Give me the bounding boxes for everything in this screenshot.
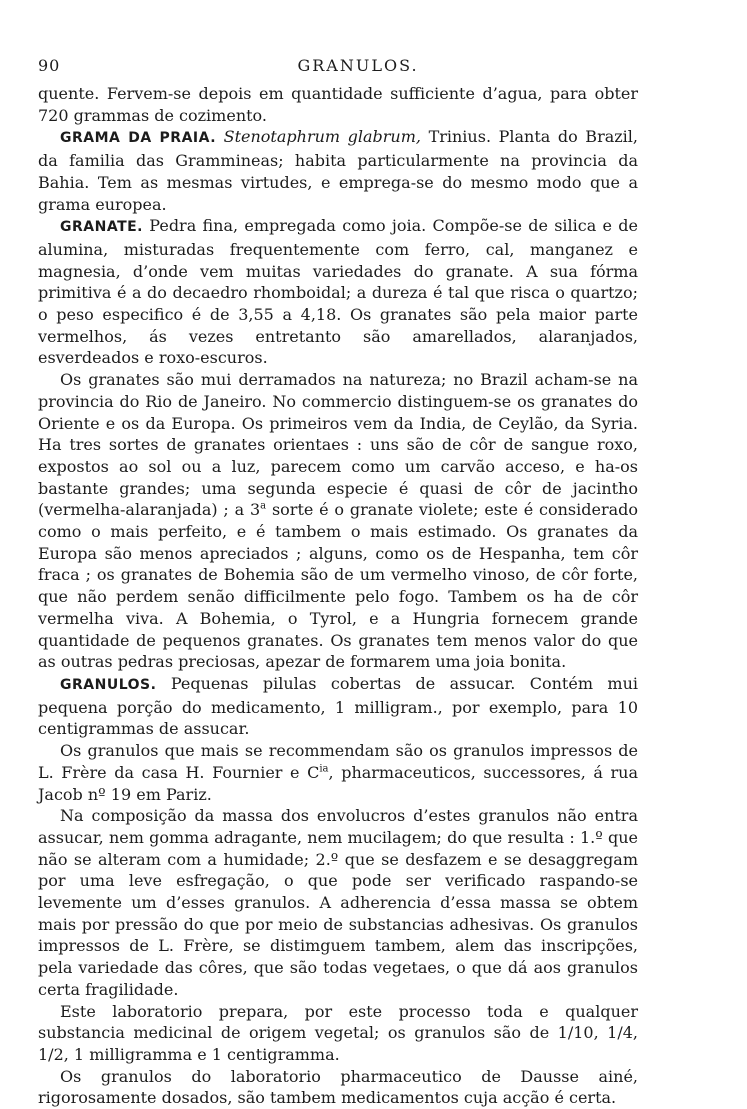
paragraph-text: Na composição da massa dos envolucros d’estes granulos não entra assucar, nem gomma adragante, nem mucilagem; do que resulta : 1.º que não se alteram com a humidade; 2.º que se desfazem e se desaggregam por uma leve esfregação, o que pode ser verificado raspando-se levemente um d’esses granulos. A adherencia d’essa massa se obtem mais por pressão do que por meio de substancias adhesivas. Os granulos impressos de L. Frère, se distimguem tambem, alem das inscripções, pela variedade das côres, que são todas vegetaes, o que dá aos granulos certa fragilidade. <box>38 806 638 999</box>
paragraph-dausse <box>38 1066 638 1109</box>
paragraph-laboratorio <box>38 1001 638 1066</box>
entry-headword: GRAMA DA PRAIA. <box>60 130 217 147</box>
paragraph-text: Este laboratorio prepara, por este processo toda e qualquer substancia medicinal de origem vegetal; os granulos são de 1/10, 1/4, 1/2, 1 milligramma e 1 centigramma. <box>38 1001 638 1064</box>
entry-granulos <box>38 673 638 740</box>
paragraph-text: Os granulos do laboratorio pharmaceutico de Dausse ainé, rigorosamente dosados, são tambem medicamentos cuja acção é certa. <box>38 1066 638 1108</box>
page-body <box>38 83 638 1109</box>
paragraph-text: sorte é o granate violete; este é considerado como o mais perfeito, e é tambem o mais estimado. Os granates da Europa são menos apreciados ; alguns, como os de Hespanha, tem côr fraca ; os granates de Bohemia são de um vermelho vinoso, de côr forte, que não perdem senão difficilmente pelo fogo. Tambem os ha de côr vermelha viva. A Bohemia, o Tyrol, e a Hungria fornecem grande quantidade de pequenos granates. Os granates tem menos valor do que as outras pedras preciosas, apezar de formarem uma joia bonita. <box>38 500 639 672</box>
ordinal-superscript: a <box>260 501 267 513</box>
paragraph-continuation <box>38 83 638 126</box>
company-superscript: ia <box>319 763 329 775</box>
entry-grama-da-praia <box>38 126 638 215</box>
paragraph-text: , pharmaceuticos, successores, á rua Jacob nº 19 em Pariz. <box>38 762 639 804</box>
paragraph-text: quente. Fervem-se depois em quantidade sufficiente d’agua, para obter 720 grammas de cozimento. <box>38 84 638 125</box>
page-number: 90 <box>38 56 61 75</box>
running-title: GRANULOS. <box>297 56 419 75</box>
entry-text: Trinius. Planta do Brazil, da familia das Grammineas; habita particularmente na provincia da Bahia. Tem as mesmas virtudes, e emprega-se do mesmo modo que a grama europea. <box>38 127 638 214</box>
entry-headword: GRANATE. <box>60 219 144 236</box>
entry-text: Pedra fina, empregada como joia. Compõe-se de silica e de alumina, misturadas frequentemente com ferro, cal, manganez e magnesia, d’onde vem muitas variedades do granate. A sua fórma primitiva é a do decaedro rhomboidal; a dureza é tal que risca o quartzo; o peso especifico é de 3,55 a 4,18. Os granates são pela maior parte vermelhos, ás vezes entretanto são amarellados, alaranjados, esverdeados e roxo-escuros. <box>38 216 639 368</box>
paragraph-text: Os granates são mui derramados na natureza; no Brazil acham-se na provincia do Rio de Janeiro. No commercio distinguem-se os granates do Oriente e os da Europa. Os primeiros vem da India, de Ceylão, da Syria. Ha tres sortes de granates orientaes : uns são de côr de sangue roxo, expostos ao sol ou a luz, parecem como um carvão acceso, e ha-os bastante grandes; uma segunda especie é quasi de côr de jacintho (vermelha-alaranjada) ; a 3 <box>38 370 638 520</box>
entry-headword: GRANULOS. <box>60 676 157 693</box>
paragraph-granulos-impressos <box>38 740 638 805</box>
entry-granate <box>38 215 638 369</box>
paragraph-composicao <box>38 805 638 1000</box>
entry-text: Pequenas pilulas cobertas de assucar. Contém mui pequena porção do medicamento, 1 milligram., por exemplo, para 10 centigrammas de assucar. <box>38 673 638 739</box>
running-header <box>38 56 678 82</box>
entry-binomial: Stenotaphrum glabrum, <box>223 127 421 147</box>
paragraph-granates-origem <box>38 369 638 673</box>
paragraph-text: Os granulos que mais se recommendam são os granulos impressos de L. Frère da casa H. Fournier e C <box>38 741 638 782</box>
